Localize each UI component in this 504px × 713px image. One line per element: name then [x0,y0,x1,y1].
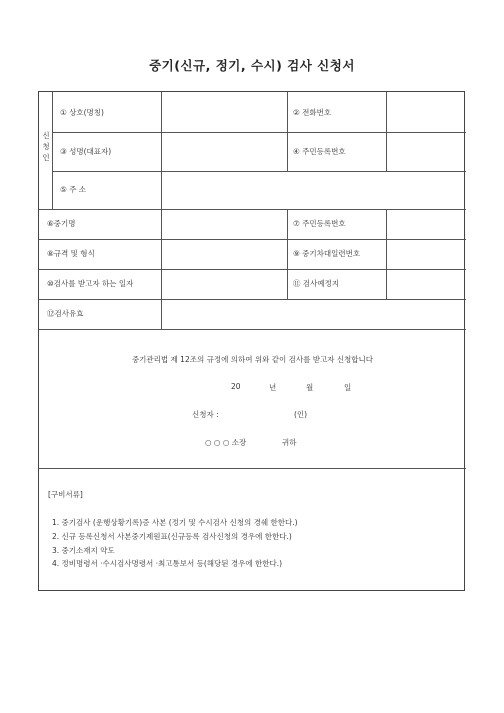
applicant-side-label [41,130,51,163]
row-divider [39,239,466,240]
label-inspection-date: ⑩검사를 받고자 하는 일자 [47,279,134,288]
label-specification: ⑧규격 및 형식 [47,249,95,258]
label-resident-number: ④ 주민등록번호 [293,147,346,156]
row-divider [39,468,466,469]
side-char: 청 [42,142,50,151]
seal-mark: (인) [294,410,308,419]
row-divider [52,171,466,172]
recipient-title: ○ ○ ○ 소장 [205,438,247,447]
documents-heading: [구비서류] [48,490,83,499]
row-divider [52,132,466,133]
column-divider [386,92,387,171]
date-day-label: 일 [344,383,352,392]
label-resident-number-2: ⑦ 주민등록번호 [293,219,346,228]
row-divider [39,269,466,270]
row-divider [39,209,466,210]
application-form-table [38,91,465,591]
column-divider [287,209,288,299]
label-phone-number: ② 전화번호 [293,108,332,117]
date-year-label: 년 [269,383,277,392]
label-inspection-place: ⑪ 검사예정지 [293,279,340,288]
recipient-honorific: 귀하 [282,438,297,447]
date-month-label: 월 [306,383,314,392]
column-divider [52,92,53,209]
label-chassis-serial: ⑨ 중기차대일련번호 [293,249,361,258]
side-char: 신 [42,131,50,140]
label-representative-name: ③ 성명(대표자) [60,147,112,156]
application-statement: 중기관리법 제 12조의 규정에 의하여 위와 같이 검사를 받고자 신청합니다 [131,355,374,364]
document-item: 1. 중기검사 (운행상황기록)증 사본 (정기 및 수시검사 신청의 경쉐 한한다.) [52,518,298,527]
label-equipment-name: ⑥중기명 [47,219,76,228]
row-divider [39,299,466,300]
document-item: 3. 중기소재지 약도 [52,546,115,555]
column-divider [386,209,387,299]
side-char: 인 [42,153,50,162]
row-divider [39,329,466,330]
column-divider [161,92,162,329]
label-inspection-validity: ⑫검사유효 [47,309,84,318]
label-business-name: ① 상호(명칭) [60,108,104,117]
document-item: 2. 신규 등록신청서 사본중기제원표(신규등록 검사신청의 경우에 한한다.) [52,532,292,541]
label-address: ⑤ 주 소 [60,185,86,194]
column-divider [287,92,288,171]
form-title: 중기(신규, 정기, 수시) 검사 신청서 [149,58,355,73]
document-item: 4. 정비명령서 ·수시검사명령서 ·최고통보서 등(해당된 경우에 한한다.) [52,559,283,568]
date-year: 20 [231,382,241,391]
applicant-signature-label: 신청자 : [192,410,219,419]
